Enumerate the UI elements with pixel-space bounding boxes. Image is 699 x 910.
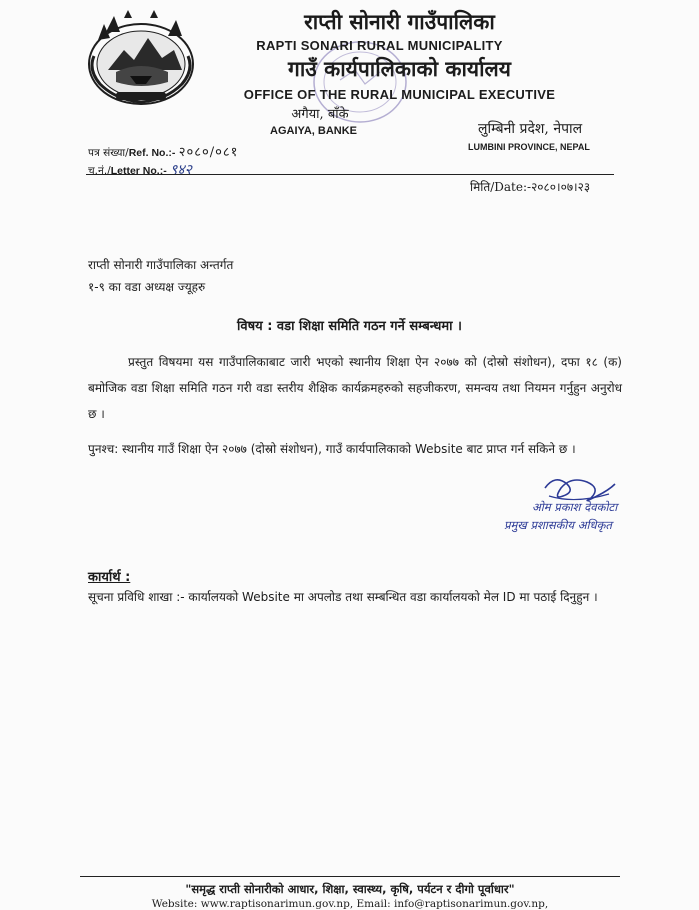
- address-nepali: अगैया, बाँके: [291, 107, 349, 122]
- cc-text: सूचना प्रविधि शाखा :- कार्यालयको Website मा अपलोड तथा सम्बन्धित वडा कार्यालयको मेल ID मा पठाई दिनुहुन ।: [88, 590, 598, 604]
- address-english: AGAIYA, BANKE: [270, 125, 357, 137]
- cc-label: कार्यार्थ :: [88, 570, 131, 585]
- municipality-name-english: RAPTI SONARI RURAL MUNICIPALITY: [256, 38, 503, 53]
- body-paragraph-2: पुनश्च: स्थानीय गाउँ शिक्षा ऐन २०७७ (दोस्रो संशोधन), गाउँ कार्यपालिकाको Website बाट प्राप्त गर्न सकिने छ ।: [88, 442, 576, 456]
- footer-divider: [80, 876, 620, 877]
- province-nepali: लुम्बिनी प्रदेश, नेपाल: [478, 121, 583, 137]
- letter-value: ९४२: [170, 162, 192, 178]
- office-name-nepali: गाउँ कार्यपालिकाको कार्यालय: [288, 56, 511, 81]
- municipality-name-nepali: राप्ती सोनारी गाउँपालिका: [304, 9, 495, 34]
- letter-label-nepali: च.नं./: [88, 165, 111, 177]
- province-english: LUMBINI PROVINCE, NEPAL: [468, 142, 590, 152]
- office-name-english: OFFICE OF THE RURAL MUNICIPAL EXECUTIVE: [243, 87, 556, 102]
- header-divider: [86, 174, 614, 175]
- signatory-name: ओम प्रकाश देवकोटा: [532, 500, 618, 514]
- recipient-line-2: १-९ का वडा अध्यक्ष ज्यूहरु: [88, 280, 206, 294]
- handwritten-signature: [505, 470, 645, 560]
- body-paragraph-1: प्रस्तुत विषयमा यस गाउँपालिकाबाट जारी भएको स्थानीय शिक्षा ऐन २०७७ को (दोस्रो संशोधन), दफा १८ (क) बमोजिक वडा शिक्षा समिति गठन गरी वडा स्तरीय शैक्षिक कार्यक्रमहरुको सहजीकरण, समन्वय तथा नियमन गर्नुहुन अनुरोध छ ।: [88, 355, 622, 421]
- ref-label-english: Ref. No.:-: [128, 147, 176, 159]
- signatory-title: प्रमुख प्रशासकीय अधिकृत: [504, 518, 612, 532]
- reference-number: [88, 142, 238, 160]
- footer-slogan: "समृद्ध राप्ती सोनारीको आधार, शिक्षा, स्वास्थ्य, कृषि, पर्यटन र दीगो पूर्वाधार": [185, 882, 515, 896]
- letter-number: [88, 160, 192, 179]
- letter-date: मिति/Date:-२०८०।०७।२३: [470, 180, 591, 194]
- ref-label-nepali: पत्र संख्या/: [88, 147, 129, 159]
- footer-contact: Website: www.raptisonarimun.gov.np, Email: info@raptisonarimun.gov.np,: [151, 898, 549, 910]
- ref-value: २०८०/०८१: [178, 145, 239, 160]
- letter-subject: विषय : वडा शिक्षा समिति गठन गर्ने सम्बन्धमा ।: [237, 319, 462, 334]
- recipient-line-1: राप्ती सोनारी गाउँपालिका अन्तर्गत: [88, 258, 234, 272]
- letter-label-english: Letter No.:-: [110, 165, 167, 177]
